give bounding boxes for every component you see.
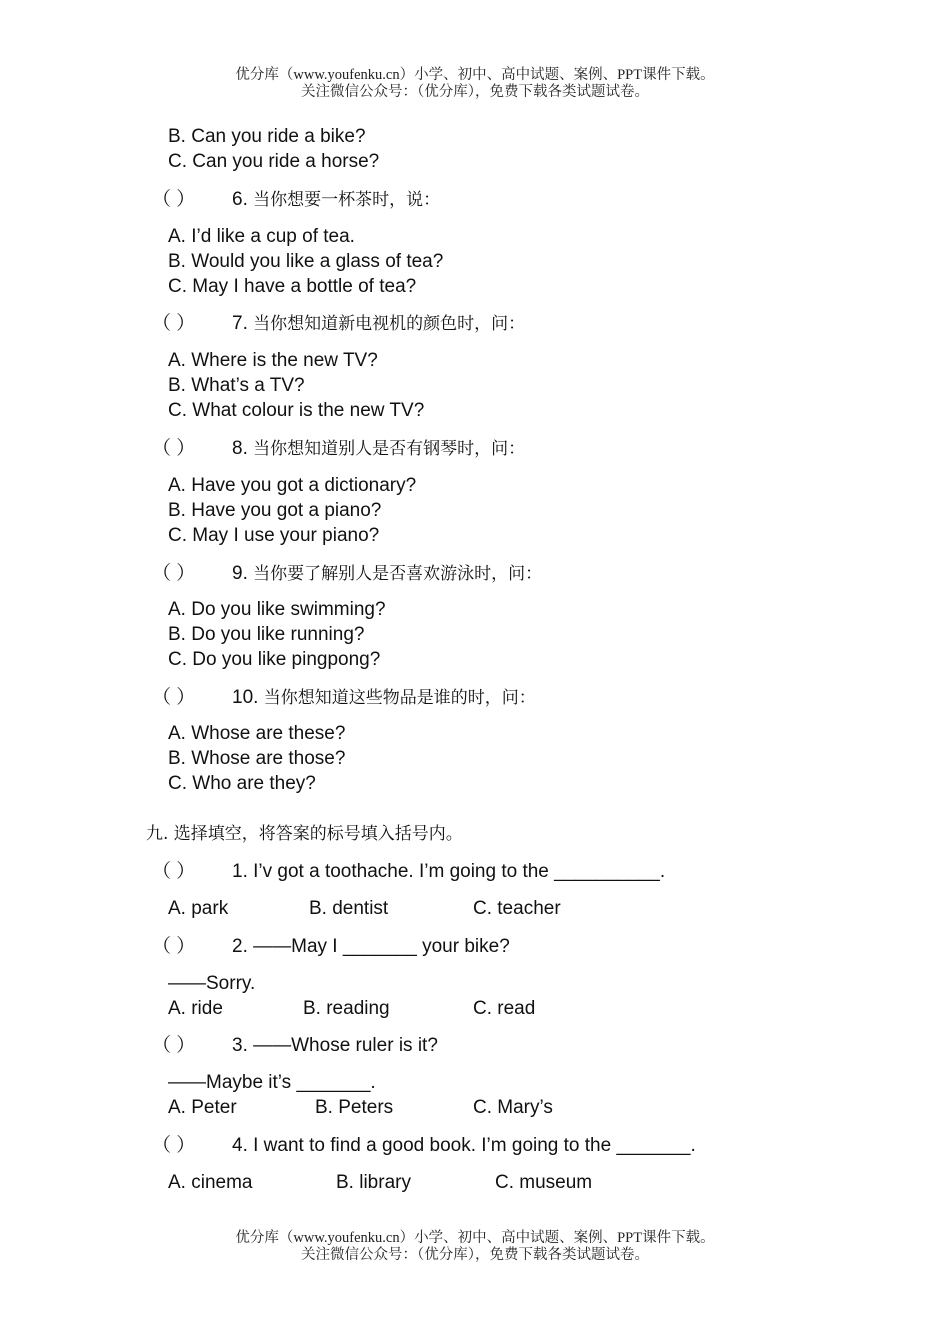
question-6 [152,189,440,211]
page-footer [0,1230,950,1264]
fill-q3-option-a: A. Peter [168,1097,237,1118]
q9-option-a: A. Do you like swimming? [168,599,386,620]
fill-q4-option-b: B. library [336,1172,411,1193]
question-9 [152,563,542,585]
question-text: 当你想知道别人是否有钢琴时，问： [253,439,526,459]
answer-blank[interactable]: （ ） [152,1135,196,1156]
question-text: 1. I’v got a toothache. I’m going to the __________. [232,861,666,882]
question-text: 2. ——May I _______ your bike? [232,936,510,957]
fill-q1-option-b: B. dentist [309,898,389,919]
fill-question-2 [152,936,510,958]
answer-blank[interactable]: （ ） [152,563,196,584]
section-title: 九. 选择填空，将答案的标号填入括号内。 [146,824,463,844]
answer-blank[interactable]: （ ） [152,189,196,210]
fill-q3-option-b: B. Peters [315,1097,394,1118]
question-7 [152,313,525,335]
q8-option-a: A. Have you got a dictionary? [168,475,417,496]
fill-q1-option-a: A. park [168,898,229,919]
q10-option-b: B. Whose are those? [168,748,346,769]
q10-option-c: C. Who are they? [168,773,316,794]
question-text: 当你要了解别人是否喜欢游泳时，问： [253,564,543,584]
answer-blank[interactable]: （ ） [152,687,196,708]
question-number: 10. [232,687,259,708]
answer-blank[interactable]: （ ） [152,861,196,882]
fill-q4-option-c: C. museum [495,1172,593,1193]
q10-option-a: A. Whose are these? [168,723,346,744]
answer-blank[interactable]: （ ） [152,936,196,957]
question-text: 当你想要一杯茶时，说： [253,190,441,210]
fill-q2-option-c: C. read [473,998,536,1019]
fill-q1-option-c: C. teacher [473,898,561,919]
fill-q2-reply: ——Sorry. [168,973,256,994]
page-header [0,67,950,101]
q8-option-c: C. May I use your piano? [168,525,380,546]
question-text: 4. I want to find a good book. I’m going to the _______. [232,1135,696,1156]
q7-option-b: B. What’s a TV? [168,375,305,396]
header-line-2: 关注微信公众号：（优分库），免费下载各类试题试卷。 [301,84,649,100]
footer-line-2: 关注微信公众号：（优分库），免费下载各类试题试卷。 [301,1247,649,1263]
question-text: 当你想知道新电视机的颜色时，问： [253,314,526,334]
answer-blank[interactable]: （ ） [152,1035,196,1056]
fill-q3-reply: ——Maybe it’s _______. [168,1072,376,1093]
footer-line-1: 优分库（www.youfenku.cn）小学、初中、高中试题、案例、PPT课件下载。 [235,1230,715,1246]
q8-option-b: B. Have you got a piano? [168,500,382,521]
question-number: 9. [232,563,248,584]
q9-option-b: B. Do you like running? [168,624,365,645]
answer-blank[interactable]: （ ） [152,438,196,459]
q5-option-b: B. Can you ride a bike? [168,126,366,147]
q9-option-c: C. Do you like pingpong? [168,649,381,670]
fill-q3-option-c: C. Mary’s [473,1097,553,1118]
fill-question-3 [152,1035,438,1057]
question-text: 当你想知道这些物品是谁的时，问： [263,688,536,708]
fill-question-1 [152,861,665,883]
question-number: 7. [232,313,248,334]
question-10 [152,687,536,709]
header-line-1: 优分库（www.youfenku.cn）小学、初中、高中试题、案例、PPT课件下载。 [235,67,715,83]
question-number: 8. [232,438,248,459]
answer-blank[interactable]: （ ） [152,313,196,334]
question-text: 3. ——Whose ruler is it? [232,1035,438,1056]
fill-q4-option-a: A. cinema [168,1172,253,1193]
fill-q2-option-a: A. ride [168,998,223,1019]
q6-option-b: B. Would you like a glass of tea? [168,251,444,272]
q5-option-c: C. Can you ride a horse? [168,151,380,172]
fill-question-4 [152,1135,696,1157]
q6-option-c: C. May I have a bottle of tea? [168,276,417,297]
q6-option-a: A. I’d like a cup of tea. [168,226,355,247]
q7-option-a: A. Where is the new TV? [168,350,378,371]
q7-option-c: C. What colour is the new TV? [168,400,425,421]
fill-q2-option-b: B. reading [303,998,390,1019]
question-number: 6. [232,189,248,210]
question-8 [152,438,525,460]
